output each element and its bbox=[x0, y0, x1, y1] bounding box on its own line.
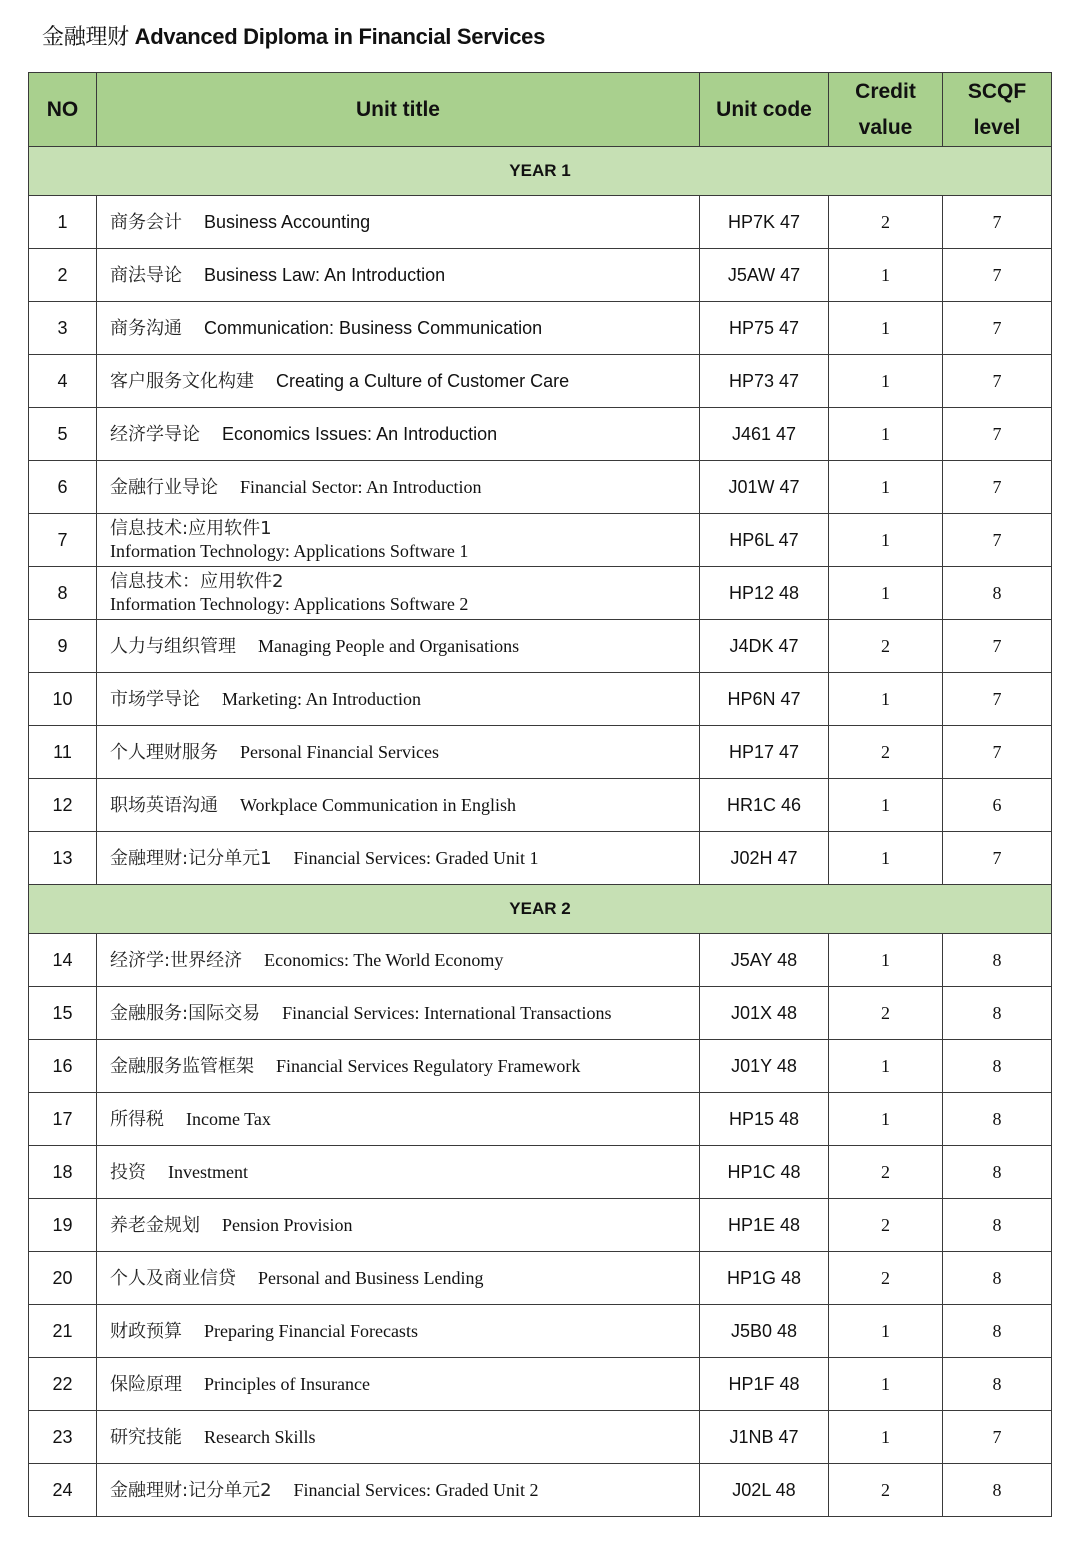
table-row bbox=[29, 355, 1052, 408]
cell-unit-code: HP1G 48 bbox=[700, 1252, 829, 1305]
table-row bbox=[29, 196, 1052, 249]
unit-title-cn: 经济学导论 bbox=[110, 423, 200, 445]
cell-no: 13 bbox=[29, 832, 97, 885]
unit-title-en: Preparing Financial Forecasts bbox=[204, 1320, 418, 1341]
unit-title-cn: 投资 bbox=[110, 1161, 146, 1183]
cell-unit-code: HP17 47 bbox=[700, 726, 829, 779]
cell-unit-title bbox=[97, 620, 700, 673]
document-title bbox=[42, 20, 545, 51]
cell-scqf-level: 8 bbox=[943, 1305, 1052, 1358]
cell-unit-code: J5AY 48 bbox=[700, 934, 829, 987]
unit-title-en: Creating a Culture of Customer Care bbox=[276, 370, 570, 391]
cell-scqf-level: 7 bbox=[943, 408, 1052, 461]
cell-scqf-level: 6 bbox=[943, 779, 1052, 832]
cell-credit-value: 1 bbox=[829, 934, 943, 987]
cell-no: 18 bbox=[29, 1146, 97, 1199]
table-row bbox=[29, 620, 1052, 673]
unit-title-cn: 商法导论 bbox=[110, 264, 182, 286]
cell-unit-code: J02H 47 bbox=[700, 832, 829, 885]
table-row bbox=[29, 1199, 1052, 1252]
section-label: YEAR 1 bbox=[29, 147, 1052, 196]
cell-credit-value: 2 bbox=[829, 726, 943, 779]
cell-unit-title bbox=[97, 934, 700, 987]
cell-credit-value: 1 bbox=[829, 779, 943, 832]
table-row bbox=[29, 1358, 1052, 1411]
unit-title-cn: 商务沟通 bbox=[110, 317, 182, 339]
cell-credit-value: 1 bbox=[829, 249, 943, 302]
cell-no: 12 bbox=[29, 779, 97, 832]
unit-title-cn: 人力与组织管理 bbox=[110, 635, 236, 657]
cell-scqf-level: 7 bbox=[943, 1411, 1052, 1464]
cell-no: 3 bbox=[29, 302, 97, 355]
unit-title-en: Research Skills bbox=[204, 1426, 316, 1447]
cell-unit-title bbox=[97, 1252, 700, 1305]
unit-title-en: Financial Services Regulatory Framework bbox=[276, 1055, 581, 1076]
unit-title-en: Financial Sector: An Introduction bbox=[240, 476, 482, 497]
table-row bbox=[29, 1464, 1052, 1517]
unit-title-en: Managing People and Organisations bbox=[258, 635, 520, 656]
cell-unit-code: HP15 48 bbox=[700, 1093, 829, 1146]
cell-unit-code: J461 47 bbox=[700, 408, 829, 461]
cell-scqf-level: 8 bbox=[943, 987, 1052, 1040]
header-unit-title: Unit title bbox=[97, 73, 700, 147]
table-row bbox=[29, 779, 1052, 832]
unit-title-cn: 金融理财:记分单元1 bbox=[110, 847, 272, 869]
section-row bbox=[29, 147, 1052, 196]
unit-title-en: Personal and Business Lending bbox=[258, 1267, 484, 1288]
table-row bbox=[29, 567, 1052, 620]
unit-title-cn: 个人理财服务 bbox=[110, 741, 218, 763]
cell-credit-value: 1 bbox=[829, 1093, 943, 1146]
cell-no: 4 bbox=[29, 355, 97, 408]
cell-scqf-level: 8 bbox=[943, 1464, 1052, 1517]
table-row bbox=[29, 1146, 1052, 1199]
table-row bbox=[29, 408, 1052, 461]
unit-title-en: Information Technology: Applications Software 2 bbox=[110, 594, 469, 614]
unit-title-cn: 研究技能 bbox=[110, 1426, 182, 1448]
cell-credit-value: 2 bbox=[829, 1146, 943, 1199]
unit-title-cn: 保险原理 bbox=[110, 1373, 182, 1395]
unit-title-cn: 市场学导论 bbox=[110, 688, 200, 710]
cell-unit-code: J5AW 47 bbox=[700, 249, 829, 302]
cell-unit-title bbox=[97, 461, 700, 514]
cell-no: 15 bbox=[29, 987, 97, 1040]
cell-unit-title bbox=[97, 1199, 700, 1252]
cell-no: 21 bbox=[29, 1305, 97, 1358]
cell-unit-title bbox=[97, 832, 700, 885]
unit-title-en: Personal Financial Services bbox=[240, 741, 439, 762]
document-title-en: Advanced Diploma in Financial Services bbox=[134, 24, 546, 49]
table-row bbox=[29, 934, 1052, 987]
cell-no: 5 bbox=[29, 408, 97, 461]
unit-title-en: Communication: Business Communication bbox=[204, 317, 543, 338]
cell-no: 23 bbox=[29, 1411, 97, 1464]
table-row bbox=[29, 1040, 1052, 1093]
cell-credit-value: 2 bbox=[829, 987, 943, 1040]
cell-no: 11 bbox=[29, 726, 97, 779]
cell-unit-code: J5B0 48 bbox=[700, 1305, 829, 1358]
unit-title-cn: 金融服务:国际交易 bbox=[110, 1002, 261, 1024]
cell-credit-value: 1 bbox=[829, 832, 943, 885]
unit-title-en: Economics Issues: An Introduction bbox=[222, 423, 498, 444]
unit-title-cn: 职场英语沟通 bbox=[110, 794, 218, 816]
document-title-cn: 金融理财 bbox=[42, 25, 129, 50]
cell-credit-value: 1 bbox=[829, 355, 943, 408]
table-row bbox=[29, 1411, 1052, 1464]
cell-scqf-level: 7 bbox=[943, 726, 1052, 779]
cell-credit-value: 1 bbox=[829, 1305, 943, 1358]
unit-title-cn: 客户服务文化构建 bbox=[110, 370, 254, 392]
cell-unit-title bbox=[97, 726, 700, 779]
cell-unit-title bbox=[97, 514, 700, 567]
table-row bbox=[29, 302, 1052, 355]
cell-scqf-level: 8 bbox=[943, 567, 1052, 620]
cell-unit-title bbox=[97, 1146, 700, 1199]
cell-unit-title bbox=[97, 987, 700, 1040]
header-scqf-level: SCQF level bbox=[943, 73, 1052, 147]
unit-title-cn: 所得税 bbox=[110, 1108, 164, 1130]
cell-unit-code: J4DK 47 bbox=[700, 620, 829, 673]
cell-unit-code: J1NB 47 bbox=[700, 1411, 829, 1464]
header-unit-code: Unit code bbox=[700, 73, 829, 147]
unit-title-cn: 金融行业导论 bbox=[110, 476, 218, 498]
cell-no: 6 bbox=[29, 461, 97, 514]
cell-credit-value: 2 bbox=[829, 1464, 943, 1517]
cell-unit-title bbox=[97, 567, 700, 620]
table-row bbox=[29, 1093, 1052, 1146]
cell-scqf-level: 8 bbox=[943, 1040, 1052, 1093]
unit-title-cn: 养老金规划 bbox=[110, 1214, 200, 1236]
cell-unit-code: HP6N 47 bbox=[700, 673, 829, 726]
table-row bbox=[29, 249, 1052, 302]
cell-scqf-level: 8 bbox=[943, 1146, 1052, 1199]
section-row bbox=[29, 885, 1052, 934]
cell-credit-value: 1 bbox=[829, 1411, 943, 1464]
table-row bbox=[29, 1252, 1052, 1305]
cell-scqf-level: 8 bbox=[943, 1199, 1052, 1252]
cell-unit-code: HP75 47 bbox=[700, 302, 829, 355]
unit-title-cn: 金融理财:记分单元2 bbox=[110, 1479, 272, 1501]
unit-title-en: Pension Provision bbox=[222, 1214, 353, 1235]
table-row bbox=[29, 987, 1052, 1040]
section-label: YEAR 2 bbox=[29, 885, 1052, 934]
cell-unit-title bbox=[97, 1040, 700, 1093]
cell-credit-value: 1 bbox=[829, 408, 943, 461]
cell-unit-title bbox=[97, 1411, 700, 1464]
cell-credit-value: 2 bbox=[829, 196, 943, 249]
cell-credit-value: 1 bbox=[829, 567, 943, 620]
cell-no: 17 bbox=[29, 1093, 97, 1146]
cell-no: 7 bbox=[29, 514, 97, 567]
cell-unit-title bbox=[97, 408, 700, 461]
cell-unit-title bbox=[97, 196, 700, 249]
cell-unit-code: HP1C 48 bbox=[700, 1146, 829, 1199]
cell-no: 22 bbox=[29, 1358, 97, 1411]
cell-unit-code: HP6L 47 bbox=[700, 514, 829, 567]
cell-unit-title bbox=[97, 1093, 700, 1146]
unit-title-en: Financial Services: Graded Unit 1 bbox=[293, 847, 539, 868]
cell-unit-code: HP12 48 bbox=[700, 567, 829, 620]
cell-unit-title bbox=[97, 302, 700, 355]
cell-scqf-level: 7 bbox=[943, 196, 1052, 249]
cell-no: 16 bbox=[29, 1040, 97, 1093]
cell-scqf-level: 8 bbox=[943, 1093, 1052, 1146]
cell-no: 8 bbox=[29, 567, 97, 620]
table-row bbox=[29, 1305, 1052, 1358]
table-row bbox=[29, 726, 1052, 779]
cell-credit-value: 1 bbox=[829, 302, 943, 355]
table-header-row bbox=[29, 73, 1052, 147]
unit-title-en: Information Technology: Applications Software 1 bbox=[110, 541, 469, 561]
cell-credit-value: 1 bbox=[829, 673, 943, 726]
table-row bbox=[29, 461, 1052, 514]
cell-scqf-level: 7 bbox=[943, 355, 1052, 408]
cell-scqf-level: 8 bbox=[943, 1252, 1052, 1305]
cell-scqf-level: 8 bbox=[943, 934, 1052, 987]
unit-title-cn: 个人及商业信贷 bbox=[110, 1267, 236, 1289]
cell-no: 19 bbox=[29, 1199, 97, 1252]
cell-credit-value: 2 bbox=[829, 620, 943, 673]
cell-unit-code: HP1F 48 bbox=[700, 1358, 829, 1411]
cell-unit-title bbox=[97, 249, 700, 302]
cell-unit-title bbox=[97, 673, 700, 726]
cell-credit-value: 2 bbox=[829, 1199, 943, 1252]
cell-credit-value: 1 bbox=[829, 1358, 943, 1411]
unit-title-cn: 商务会计 bbox=[110, 211, 182, 233]
unit-title-en: Business Accounting bbox=[204, 211, 371, 232]
cell-unit-title bbox=[97, 1305, 700, 1358]
cell-unit-title bbox=[97, 1464, 700, 1517]
cell-no: 10 bbox=[29, 673, 97, 726]
cell-scqf-level: 7 bbox=[943, 832, 1052, 885]
cell-scqf-level: 7 bbox=[943, 302, 1052, 355]
cell-scqf-level: 7 bbox=[943, 620, 1052, 673]
cell-credit-value: 2 bbox=[829, 1252, 943, 1305]
unit-title-en: Financial Services: International Transactions bbox=[282, 1002, 612, 1023]
table-row bbox=[29, 514, 1052, 567]
cell-scqf-level: 7 bbox=[943, 461, 1052, 514]
cell-unit-code: HP7K 47 bbox=[700, 196, 829, 249]
unit-title-en: Investment bbox=[168, 1161, 248, 1182]
table-row bbox=[29, 673, 1052, 726]
unit-title-cn: 金融服务监管框架 bbox=[110, 1055, 254, 1077]
cell-credit-value: 1 bbox=[829, 461, 943, 514]
cell-no: 14 bbox=[29, 934, 97, 987]
cell-unit-title bbox=[97, 779, 700, 832]
unit-title-en: Economics: The World Economy bbox=[264, 949, 504, 970]
unit-title-en: Financial Services: Graded Unit 2 bbox=[293, 1479, 539, 1500]
cell-unit-code: J02L 48 bbox=[700, 1464, 829, 1517]
cell-unit-code: J01W 47 bbox=[700, 461, 829, 514]
cell-unit-code: HR1C 46 bbox=[700, 779, 829, 832]
cell-unit-code: J01X 48 bbox=[700, 987, 829, 1040]
header-credit-value: Credit value bbox=[829, 73, 943, 147]
cell-no: 24 bbox=[29, 1464, 97, 1517]
unit-title-cn: 信息技术:应用软件1 bbox=[110, 518, 272, 539]
table-row bbox=[29, 832, 1052, 885]
unit-title-en: Workplace Communication in English bbox=[240, 794, 517, 815]
unit-title-en: Marketing: An Introduction bbox=[222, 688, 421, 709]
unit-title-cn: 经济学:世界经济 bbox=[110, 949, 243, 971]
cell-no: 20 bbox=[29, 1252, 97, 1305]
unit-title-en: Business Law: An Introduction bbox=[204, 264, 446, 285]
cell-credit-value: 1 bbox=[829, 1040, 943, 1093]
cell-credit-value: 1 bbox=[829, 514, 943, 567]
cell-no: 2 bbox=[29, 249, 97, 302]
cell-unit-title bbox=[97, 1358, 700, 1411]
cell-no: 9 bbox=[29, 620, 97, 673]
header-no: NO bbox=[29, 73, 97, 147]
unit-title-en: Income Tax bbox=[186, 1108, 271, 1129]
cell-unit-code: J01Y 48 bbox=[700, 1040, 829, 1093]
unit-title-cn: 信息技术：应用软件2 bbox=[110, 571, 284, 592]
unit-title-cn: 财政预算 bbox=[110, 1320, 182, 1342]
table-body bbox=[29, 147, 1052, 1517]
unit-title-en: Principles of Insurance bbox=[204, 1373, 370, 1394]
cell-scqf-level: 7 bbox=[943, 673, 1052, 726]
cell-unit-title bbox=[97, 355, 700, 408]
cell-scqf-level: 7 bbox=[943, 514, 1052, 567]
cell-scqf-level: 7 bbox=[943, 249, 1052, 302]
cell-no: 1 bbox=[29, 196, 97, 249]
cell-scqf-level: 8 bbox=[943, 1358, 1052, 1411]
cell-unit-code: HP1E 48 bbox=[700, 1199, 829, 1252]
cell-unit-code: HP73 47 bbox=[700, 355, 829, 408]
units-table bbox=[28, 72, 1052, 1517]
